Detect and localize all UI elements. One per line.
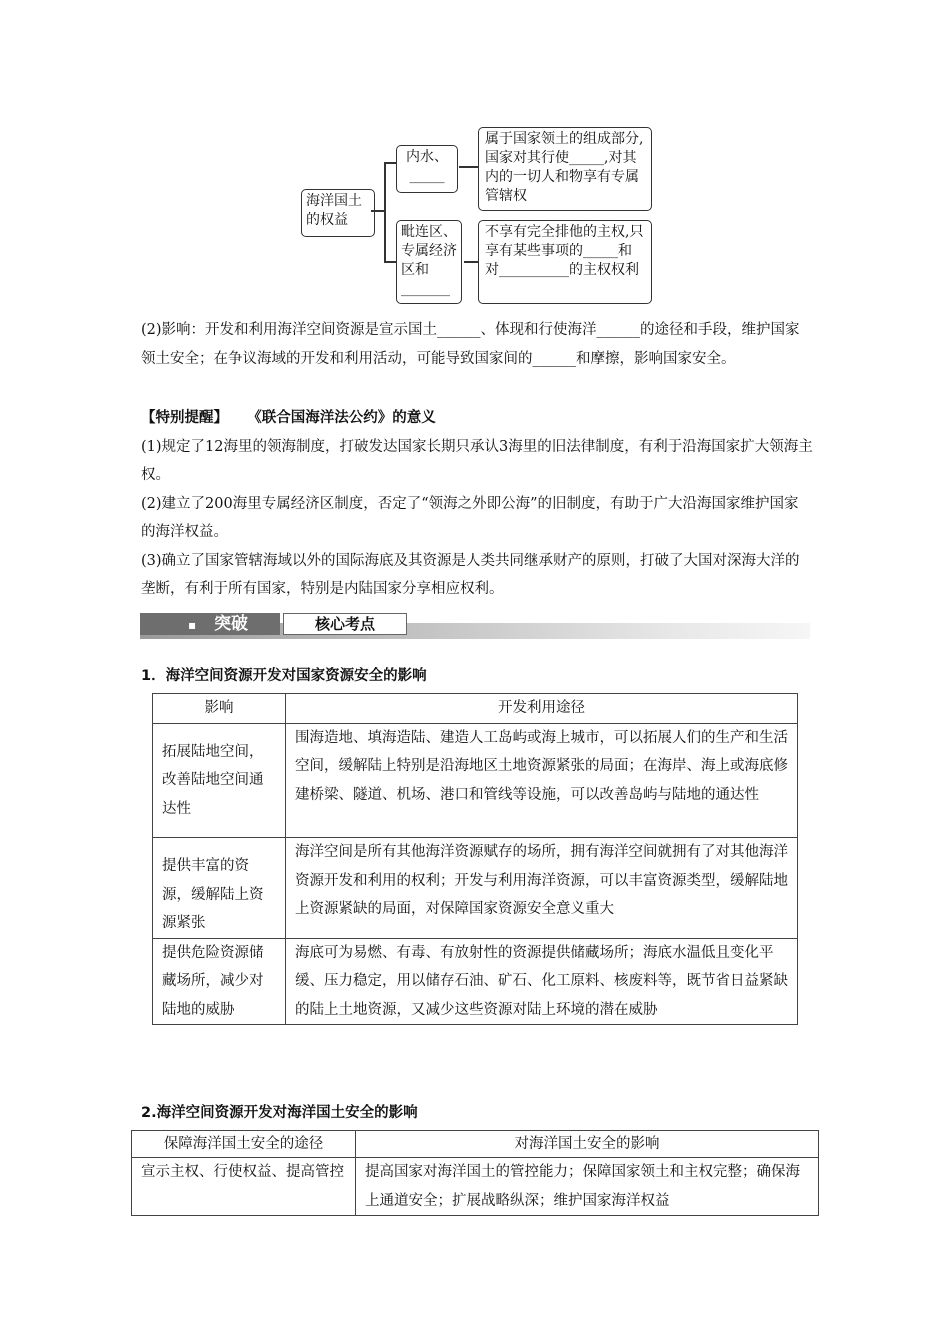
tip-heading xyxy=(141,404,813,433)
impact-text: (2)影响：开发和利用海洋空间资源是宣示国土______、体现和行使海洋______的途径和手段，维护国家领土安全；在争议海域的开发和利用活动，可能导致国家间的______和摩擦，影响国家安全。 xyxy=(141,322,800,367)
table-cell: 提供丰富的资源，缓解陆上资源紧张 xyxy=(153,838,286,939)
banner-left xyxy=(140,613,280,635)
table-row xyxy=(153,938,798,1025)
diagram-branch1 xyxy=(396,145,458,193)
table-row xyxy=(153,723,798,838)
banner-right-label: 核心考点 xyxy=(314,615,375,633)
table-row xyxy=(132,1158,819,1216)
tip-item: (1)规定了12海里的领海制度，打破发达国家长期只承认3海里的旧法律制度，有利于沿海国家扩大领海主权。 xyxy=(141,438,813,483)
table-row xyxy=(153,838,798,939)
connector xyxy=(459,166,478,168)
table-cell: 海底可为易燃、有毒、有放射性的资源提供储藏场所；海底水温低且变化平缓、压力稳定，用以储存石油、矿石、化工原料、核废料等，既节省日益紧缺的陆上土地资源，又减少这些资源对陆上环境的潜在威胁 xyxy=(286,938,798,1025)
table-cell: 拓展陆地空间，改善陆地空间通达性 xyxy=(153,723,286,838)
section2-table xyxy=(131,1130,819,1216)
table-header: 保障海洋国土安全的途径 xyxy=(132,1131,356,1158)
table-header-row xyxy=(132,1131,819,1158)
connector xyxy=(371,210,385,212)
branch2-label: 毗连区、专属经济区和_______ xyxy=(401,224,457,297)
banner-marker-icon: ▪ xyxy=(188,618,197,632)
section1-table xyxy=(152,693,798,1025)
banner-left-label: 突破 xyxy=(214,614,249,634)
tip-title: 《联合国海洋法公约》的意义 xyxy=(247,410,436,426)
table-header: 影响 xyxy=(153,694,286,724)
table-header: 开发利用途径 xyxy=(286,694,798,724)
section2-title: 2.海洋空间资源开发对海洋国土安全的影响 xyxy=(141,1105,418,1121)
tip-label: 【特别提醒】 xyxy=(141,410,228,426)
tip-item: (3)确立了国家管辖海域以外的国际海底及其资源是人类共同继承财产的原则，打破了大国对深海大洋的垄断，有利于所有国家，特别是内陆国家分享相应权利。 xyxy=(141,552,800,597)
section-banner xyxy=(140,613,810,639)
diagram-root-label: 海洋国土的权益 xyxy=(306,193,362,228)
diagram-branch2 xyxy=(396,220,462,304)
diagram-branch1-desc xyxy=(478,127,652,211)
branch1-label: 内水、_____ xyxy=(406,149,448,184)
connector xyxy=(384,162,396,164)
table-cell: 围海造地、填海造陆、建造人工岛屿或海上城市，可以拓展人们的生产和生活空间，缓解陆上特别是沿海地区土地资源紧张的局面；在海岸、海上或海底修建桥梁、隧道、机场、港口和管线等设施，可以改善岛屿与陆地的通达性 xyxy=(286,723,798,838)
impact-paragraph xyxy=(141,316,813,373)
branch2-desc: 不享有完全排他的主权,只享有某些事项的_____和对__________的主权权利 xyxy=(485,224,644,278)
connector xyxy=(384,162,386,262)
section1-title: 1．海洋空间资源开发对国家资源安全的影响 xyxy=(141,668,427,684)
tip-item: (2)建立了200海里专属经济区制度，否定了“领海之外即公海”的旧制度，有助于广大沿海国家维护国家的海洋权益。 xyxy=(141,495,799,540)
table-cell: 提高国家对海洋国土的管控能力；保障国家领土和主权完整；确保海上通道安全；扩展战略纵深；维护国家海洋权益 xyxy=(356,1158,819,1216)
table-header: 对海洋国土安全的影响 xyxy=(356,1131,819,1158)
table-cell: 海洋空间是所有其他海洋资源赋存的场所，拥有海洋空间就拥有了对其他海洋资源开发和利用的权利；开发与利用海洋资源，可以丰富资源类型，缓解陆地上资源紧缺的局面，对保障国家资源安全意义重大 xyxy=(286,838,798,939)
table-cell: 宣示主权、行使权益、提高管控 xyxy=(132,1158,356,1216)
diagram-branch2-desc xyxy=(478,220,652,304)
table-cell: 提供危险资源储藏场所，减少对陆地的威胁 xyxy=(153,938,286,1025)
diagram-root xyxy=(301,189,375,237)
banner-right xyxy=(283,613,407,635)
connector xyxy=(384,261,396,263)
table-header-row xyxy=(153,694,798,724)
branch1-desc: 属于国家领土的组成部分,国家对其行使_____,对其内的一切人和物享有专属管辖权 xyxy=(485,131,644,204)
tip-section xyxy=(141,404,813,604)
connector xyxy=(464,261,478,263)
